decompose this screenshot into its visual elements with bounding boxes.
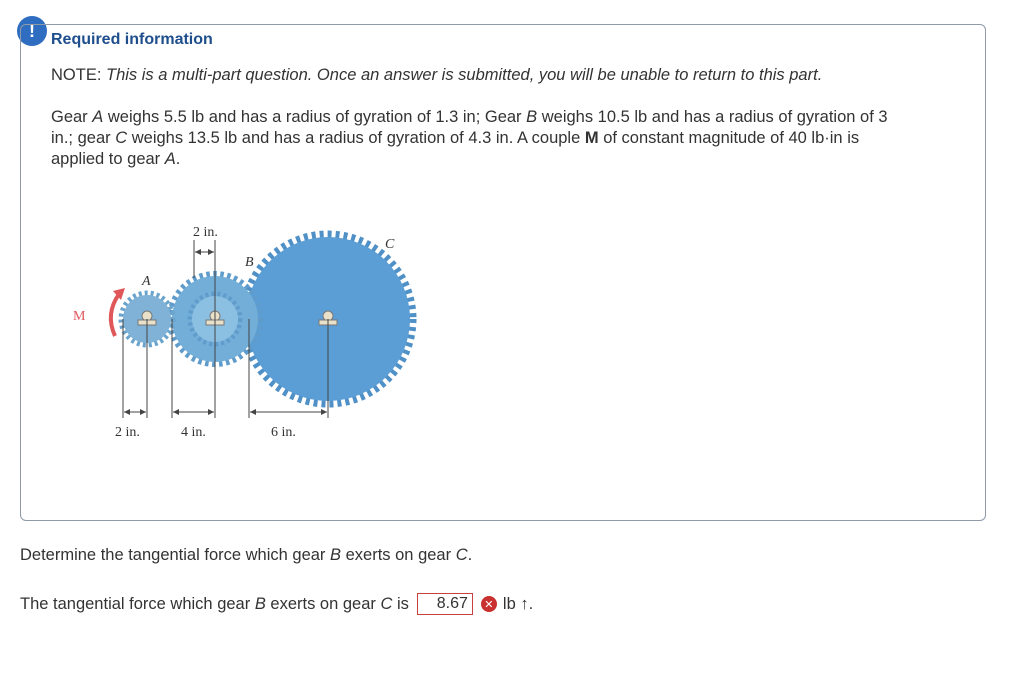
gear-b-label: B bbox=[526, 108, 538, 126]
problem-text: . bbox=[175, 150, 181, 168]
problem-text: weighs 10.5 lb and has a radius of gyration of 3 in.; gear bbox=[51, 108, 888, 147]
alert-icon: ! bbox=[17, 16, 47, 46]
problem-text: Gear bbox=[51, 108, 93, 126]
dim-label-top: 2 in. bbox=[193, 225, 218, 240]
question-part: exerts on gear bbox=[341, 546, 456, 564]
gear-b-label: B bbox=[254, 594, 266, 613]
answer-part: The tangential force which gear bbox=[20, 594, 255, 613]
note-label: NOTE: bbox=[51, 66, 102, 84]
question-part: Determine the tangential force which gear bbox=[20, 546, 331, 564]
gear-a-label: A bbox=[164, 150, 176, 168]
figure-label-c: C bbox=[385, 237, 395, 252]
answer-input[interactable]: 8.67 bbox=[417, 593, 473, 615]
dim-label-b: 4 in. bbox=[181, 425, 206, 440]
figure-label-m: M bbox=[73, 309, 86, 324]
figure-label-b: B bbox=[245, 255, 254, 270]
answer-prompt bbox=[20, 595, 409, 614]
dim-label-c: 6 in. bbox=[271, 425, 296, 440]
gear-a-label: A bbox=[92, 108, 104, 126]
note-text bbox=[51, 65, 911, 86]
problem-statement bbox=[51, 107, 911, 170]
answer-unit: lb ↑. bbox=[502, 594, 534, 613]
gear-c-label: C bbox=[455, 546, 468, 564]
problem-text: of constant magnitude of 40 lb·in is applied to gear bbox=[51, 129, 860, 168]
dim-label-a: 2 in. bbox=[115, 425, 140, 440]
question-text bbox=[20, 546, 472, 565]
answer-part: exerts on gear bbox=[265, 594, 381, 613]
wrong-icon: ✕ bbox=[481, 596, 497, 612]
problem-text: weighs 13.5 lb and has a radius of gyration of 4.3 in. A couple bbox=[127, 129, 585, 147]
problem-text: weighs 5.5 lb and has a radius of gyration of 1.3 in; Gear bbox=[103, 108, 527, 126]
gear-train-figure bbox=[55, 208, 425, 448]
couple-arrow bbox=[111, 294, 119, 336]
note-body: This is a multi-part question. Once an answer is submitted, you will be unable to return to this part. bbox=[106, 66, 823, 84]
couple-label: M bbox=[584, 129, 599, 147]
answer-part: is bbox=[392, 594, 409, 613]
question-part: . bbox=[467, 546, 473, 564]
gear-c-label: C bbox=[380, 594, 393, 613]
answer-row bbox=[20, 593, 533, 615]
gear-c-label: C bbox=[115, 129, 128, 147]
required-info-title: Required information bbox=[51, 31, 213, 48]
gear-b-label: B bbox=[330, 546, 342, 564]
figure-label-a: A bbox=[142, 274, 151, 289]
